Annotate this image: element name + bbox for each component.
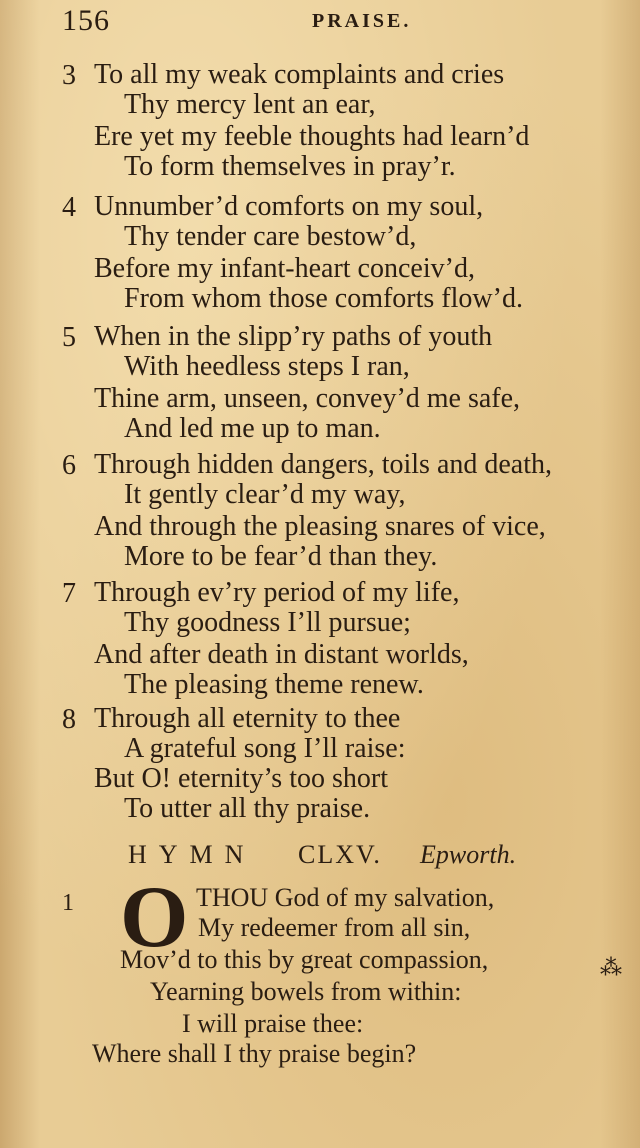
stanza-number: 8	[62, 704, 76, 735]
verse-line: Ere yet my feeble thoughts had learn’d	[94, 121, 530, 152]
verse-line: Through all eternity to thee	[94, 703, 401, 734]
verse-line: Before my infant-heart conceiv’d,	[94, 253, 475, 284]
stanza-number: 5	[62, 322, 76, 353]
verse-line: And through the pleasing snares of vice,	[94, 511, 546, 542]
verse-line: It gently clear’d my way,	[124, 479, 406, 510]
running-head: PRAISE.	[312, 10, 412, 32]
verse-line: The pleasing theme renew.	[124, 669, 424, 700]
verse-line: THOU God of my salvation,	[196, 883, 495, 912]
verse-line: I will praise thee:	[182, 1009, 364, 1038]
verse-line: Yearning bowels from within:	[150, 977, 462, 1006]
verse-line: When in the slipp’ry paths of youth	[94, 321, 493, 352]
drop-cap: O	[120, 869, 189, 966]
verse-line: Unnumber’d comforts on my soul,	[94, 191, 484, 222]
verse-line: Thy mercy lent an ear,	[124, 89, 376, 120]
verse-line: Thy tender care bestow’d,	[124, 221, 417, 252]
stanza-number: 6	[62, 450, 76, 481]
ornament-icon: ⁂	[600, 955, 622, 980]
verse-line: And after death in distant worlds,	[94, 639, 469, 670]
page-header	[0, 2, 640, 36]
verse-line: To form themselves in pray’r.	[124, 151, 456, 182]
verse-line: Thy goodness I’ll pursue;	[124, 607, 411, 638]
hymn-label: HYMN	[128, 840, 256, 869]
verse-line: And led me up to man.	[124, 413, 381, 444]
verse-line: Where shall I thy praise begin?	[92, 1039, 417, 1068]
hymn-number: CLXV.	[298, 840, 382, 869]
page-number: 156	[62, 4, 110, 37]
stanza-number: 7	[62, 578, 76, 609]
verse-line: From whom those comforts flow’d.	[124, 283, 523, 314]
verse-line: Through ev’ry period of my life,	[94, 577, 460, 608]
stanza-number: 4	[62, 192, 76, 223]
verse-line: With heedless steps I ran,	[124, 351, 410, 382]
verse-line: Thine arm, unseen, convey’d me safe,	[94, 383, 521, 414]
verse-line: Mov’d to this by great compassion,	[120, 945, 489, 974]
verse-line: A grateful song I’ll raise:	[124, 733, 406, 764]
hymn-tune: Epworth.	[420, 840, 517, 869]
verse-line: Through hidden dangers, toils and death,	[94, 449, 553, 480]
verse-line: To utter all thy praise.	[124, 793, 371, 824]
verse-line: My redeemer from all sin,	[198, 913, 471, 942]
verse-line: But O! eternity’s too short	[94, 763, 388, 794]
stanza-number: 3	[62, 60, 76, 91]
stanza-number: 1	[62, 890, 74, 916]
hymn-heading	[0, 840, 640, 876]
verse-line: To all my weak complaints and cries	[94, 59, 505, 90]
verse-line: More to be fear’d than they.	[124, 541, 438, 572]
